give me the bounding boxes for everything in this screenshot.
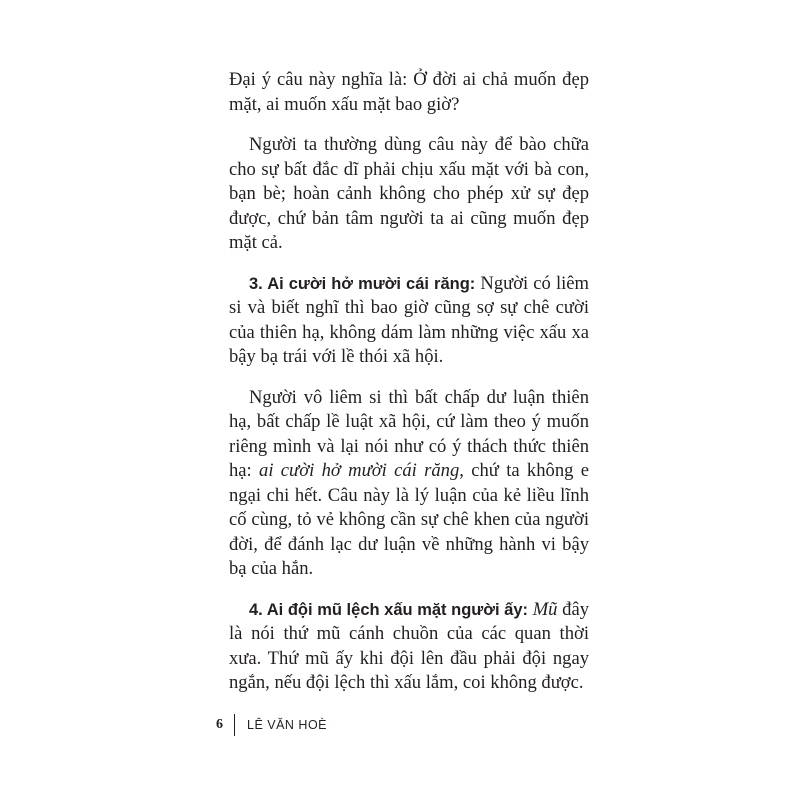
paragraph-3 [229,272,589,370]
body-text [229,68,589,712]
paragraph-2 [229,133,589,256]
paragraph-4-italic-quote: ai cười hở mười cái răng [259,460,460,481]
footer-divider [234,714,235,736]
paragraph-4-text-before: Người vô liêm si thì bất chấp dư luận thiên hạ, bất chấp lề luật xã hội, cứ làm theo ý muốn riêng mình và lại nói như có ý thách thức thiên hạ: [229,386,589,481]
item-3-heading: 3. Ai cười hở mười cái răng: [249,274,476,293]
paragraph-4-text-after: , chứ ta không e ngại chi hết. Câu này là lý luận của kẻ liều lĩnh cố cùng, tỏ vẻ không cần sự chê khen của người đời, để đánh lạc dư luận về những hành vi bậy bạ của hắn. [229,460,589,579]
paragraph-3-text: Người có liêm si và biết nghĩ thì bao giờ cũng sợ sự chê cười của thiên hạ, không dám làm những việc xấu xa bậy bạ trái với lề thói xã hội. [229,272,589,367]
paragraph-1-text: Đại ý câu này nghĩa là: Ở đời ai chả muốn đẹp mặt, ai muốn xấu mặt bao giờ? [229,69,589,115]
paragraph-5-text: đây là nói thứ mũ cánh chuồn của các quan thời xưa. Thứ mũ ấy khi đội lên đầu phải đội ngay ngắn, nếu đội lệch thì xấu lắm, coi không được. [229,598,589,693]
paragraph-4 [229,386,589,582]
author-name: LÊ VĂN HOÈ [247,718,328,732]
paragraph-5-italic-word: Mũ [528,598,558,620]
paragraph-1 [229,68,589,117]
page-number: 6 [216,717,223,732]
paragraph-5 [229,598,589,696]
page-footer [216,713,327,737]
paragraph-2-text: Người ta thường dùng câu này để bào chữa cho sự bất đắc dĩ phải chịu xấu mặt với bà con, bạn bè; hoàn cảnh không cho phép xử sự đẹp được, chứ bản tâm người ta ai cũng muốn đẹp mặt cả. [229,134,589,253]
item-4-heading: 4. Ai đội mũ lệch xấu mặt người ấy: [249,600,529,619]
